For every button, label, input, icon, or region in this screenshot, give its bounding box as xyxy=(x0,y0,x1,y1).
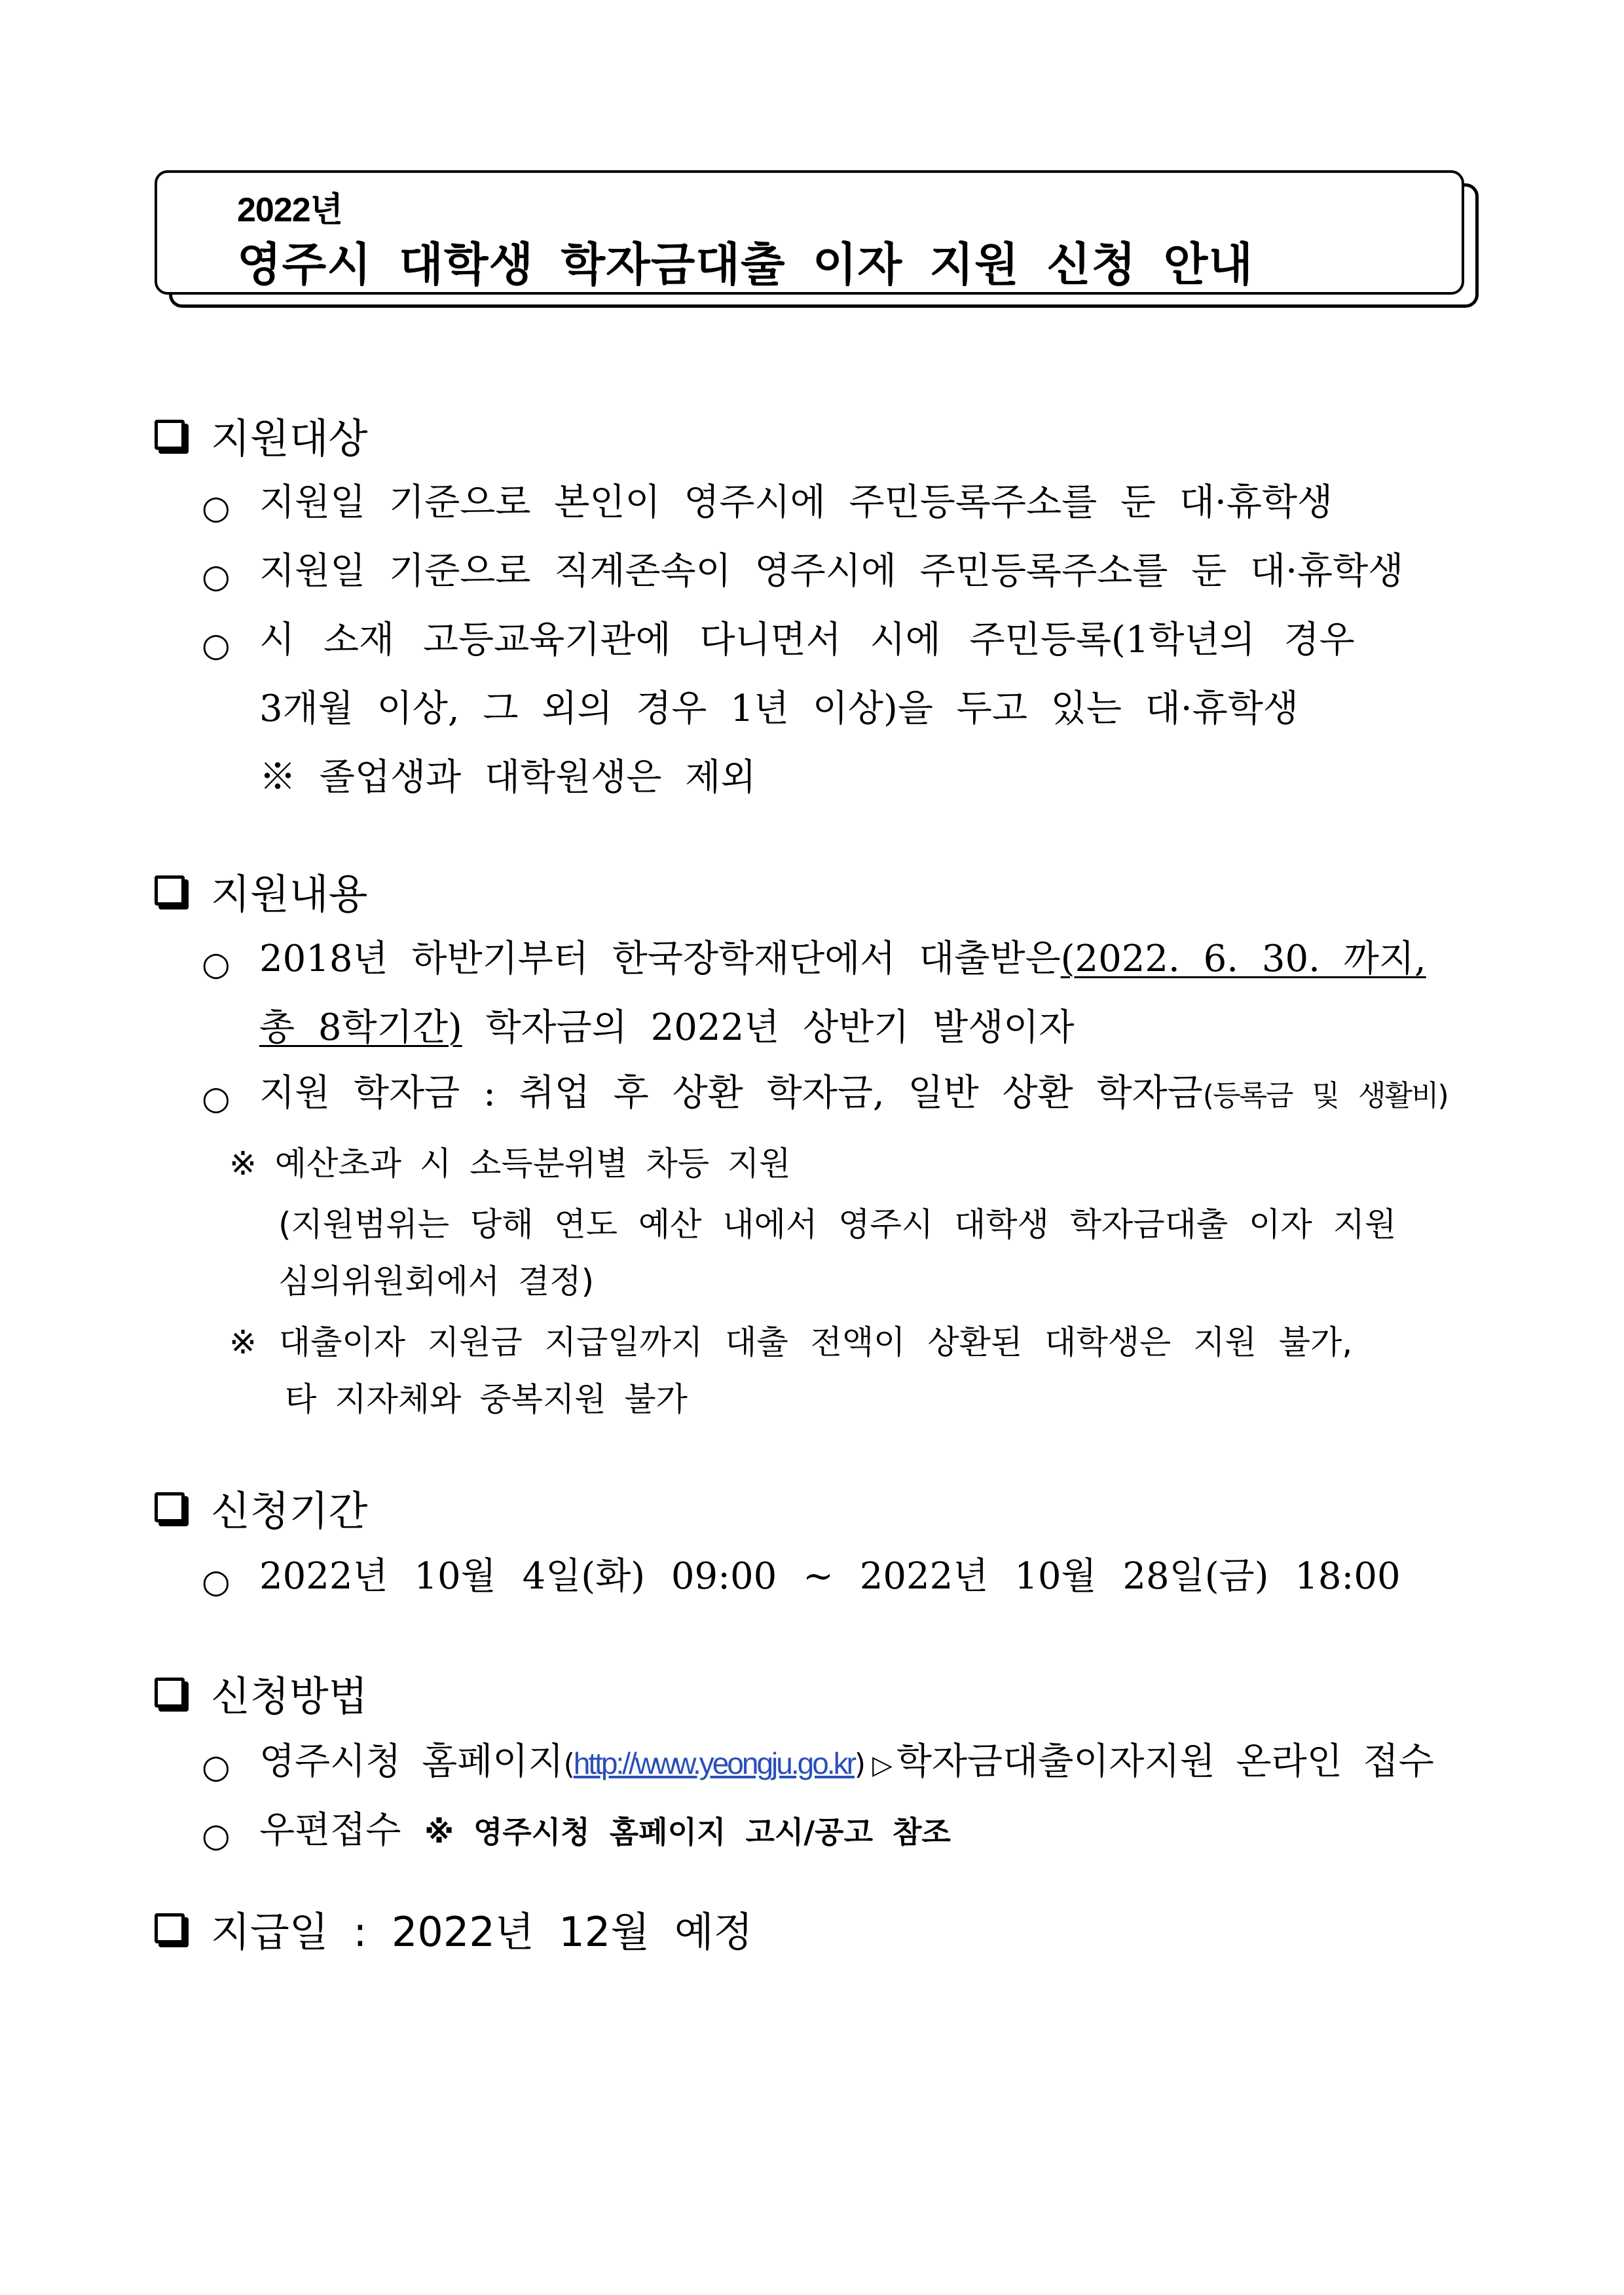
section-heading-label: 신청기간 xyxy=(211,1486,368,1535)
method-bullet-2-note: ※ 영주시청 홈페이지 고시/공고 참조 xyxy=(424,1814,951,1850)
section-heading-target xyxy=(155,409,368,461)
target-bullet-1: 지원일 기준으로 본인이 영주시에 주민등록주소를 둔 대·휴학생 xyxy=(259,481,1333,524)
page-title: 영주시 대학생 학자금대출 이자 지원 신청 안내 xyxy=(237,238,1253,291)
content-bullet-1-line-2 xyxy=(259,1006,1075,1049)
period-bullet-1: 2022년 10월 4일(화) 09:00 ~ 2022년 10월 28일(금) 18:00 xyxy=(259,1555,1401,1598)
target-bullet-3-line-2: 3개월 이상, 그 외의 경우 1년 이상)을 두고 있는 대·휴학생 xyxy=(259,688,1299,730)
method-bullet-1-text: 영주시청 홈페이지 xyxy=(259,1740,564,1783)
method-bullet-2 xyxy=(259,1809,951,1852)
content-bullet-2-text: 지원 학자금 : 취업 후 상환 학자금, 일반 상환 학자금 xyxy=(259,1072,1203,1114)
content-bullet-1-underlined-semesters: 총 8학기간) xyxy=(259,1006,462,1049)
circle-bullet-icon: ○ xyxy=(202,626,231,664)
checkbox-square-icon xyxy=(155,1913,185,1943)
content-note-1-line-2: (지원범위는 당해 연도 예산 내에서 영주시 대학생 학자금대출 이자 지원 xyxy=(278,1205,1397,1243)
homepage-link[interactable]: http://www.yeongju.go.kr xyxy=(573,1746,855,1780)
content-bullet-1-underlined-date: (2022. 6. 30. 까지, xyxy=(1060,938,1426,980)
circle-bullet-icon: ○ xyxy=(202,557,231,595)
title-box xyxy=(155,170,1464,295)
section-heading-label: 신청방법 xyxy=(211,1672,368,1720)
section-heading-label: 지급일 : 2022년 12월 예정 xyxy=(211,1907,753,1956)
target-bullet-3-line-1: 시 소재 고등교육기관에 다니면서 시에 주민등록(1학년의 경우 xyxy=(259,619,1355,661)
title-year: 2022년 xyxy=(237,191,342,229)
circle-bullet-icon: ○ xyxy=(202,1816,231,1854)
triangle-arrow-icon: ▷ xyxy=(872,1750,893,1780)
section-heading-label: 지원내용 xyxy=(211,870,368,918)
circle-bullet-icon: ○ xyxy=(202,1748,231,1786)
checkbox-square-icon xyxy=(155,875,185,906)
circle-bullet-icon: ○ xyxy=(202,1079,231,1117)
content-bullet-1-line-1 xyxy=(259,938,1426,980)
content-bullet-1-text: 2018년 하반기부터 한국장학재단에서 대출받은 xyxy=(259,938,1061,980)
content-bullet-2 xyxy=(259,1072,1448,1114)
section-heading-payment xyxy=(155,1902,753,1955)
content-note-2-line-2: 타 지자체와 중복지원 불가 xyxy=(285,1380,688,1418)
content-note-2-line-1: ※ 대출이자 지원금 지급일까지 대출 전액이 상환된 대학생은 지원 불가, xyxy=(229,1323,1353,1361)
circle-bullet-icon: ○ xyxy=(202,1562,231,1600)
checkbox-square-icon xyxy=(155,1678,185,1708)
method-bullet-1 xyxy=(259,1740,1434,1783)
content-note-1: ※ 예산초과 시 소득분위별 차등 지원 xyxy=(229,1145,791,1183)
checkbox-square-icon xyxy=(155,1492,185,1522)
paren-close: ) xyxy=(854,1748,865,1781)
paren-open: ( xyxy=(563,1748,574,1781)
method-bullet-1-tail: 학자금대출이자지원 온라인 접수 xyxy=(896,1740,1434,1783)
content-bullet-1-tail: 학자금의 2022년 상반기 발생이자 xyxy=(485,1006,1075,1049)
target-bullet-2: 지원일 기준으로 직계존속이 영주시에 주민등록주소를 둔 대·휴학생 xyxy=(259,550,1404,593)
section-heading-period xyxy=(155,1481,368,1533)
target-note: ※ 졸업생과 대학원생은 제외 xyxy=(259,756,756,799)
checkbox-square-icon xyxy=(155,420,185,450)
section-heading-content xyxy=(155,864,368,917)
content-note-1-line-3: 심의위원회에서 결정) xyxy=(278,1262,595,1300)
method-bullet-2-text: 우편접수 xyxy=(259,1809,401,1852)
circle-bullet-icon: ○ xyxy=(202,488,231,526)
section-heading-method xyxy=(155,1666,368,1719)
section-heading-label: 지원대상 xyxy=(211,414,368,462)
circle-bullet-icon: ○ xyxy=(202,945,231,983)
content-bullet-2-small: (등록금 및 생활비) xyxy=(1202,1079,1448,1112)
